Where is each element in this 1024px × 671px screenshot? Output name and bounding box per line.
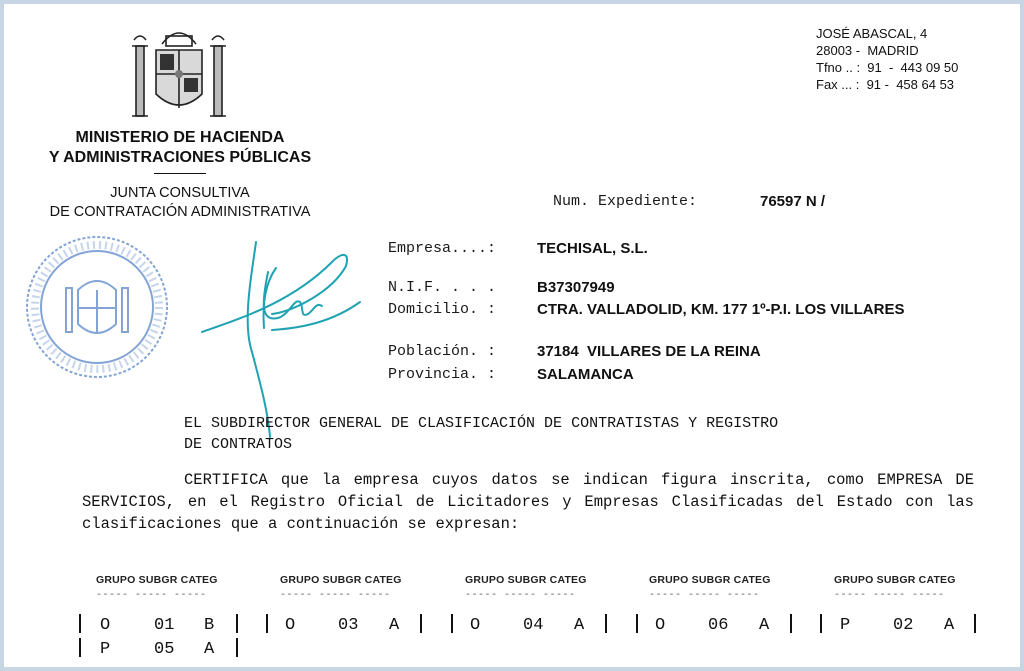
- cell-separator: [820, 614, 822, 633]
- class-2-categ: A: [389, 616, 400, 635]
- cell-separator: [266, 614, 268, 633]
- class-5-grupo: P: [840, 616, 851, 635]
- class-6-subgr: 05: [154, 640, 175, 659]
- group-header-1: GRUPO SUBGR CATEG: [96, 574, 218, 586]
- group-dashes-1: ----- ----- -----: [96, 590, 207, 601]
- poblacion-label: Población. :: [388, 343, 497, 360]
- expediente-value: 76597 N /: [760, 193, 826, 210]
- address-street: JOSÉ ABASCAL, 4: [816, 26, 928, 41]
- group-dashes-4: ----- ----- -----: [649, 590, 760, 601]
- cell-separator: [790, 614, 792, 633]
- address-phone: Tfno .. : 91 - 443 09 50: [816, 60, 959, 75]
- ministry-line2: Y ADMINISTRACIONES PÚBLICAS: [48, 149, 312, 166]
- title-line2: DE CONTRATOS: [184, 436, 293, 453]
- cell-separator: [236, 614, 238, 633]
- cell-separator: [636, 614, 638, 633]
- official-stamp: [22, 232, 172, 382]
- junta-name: [18, 184, 342, 222]
- class-2-grupo: O: [285, 616, 296, 635]
- group-header-3: GRUPO SUBGR CATEG: [465, 574, 587, 586]
- class-6-grupo: P: [100, 640, 111, 659]
- class-3-categ: A: [574, 616, 585, 635]
- cell-separator: [236, 638, 238, 657]
- cell-separator: [79, 638, 81, 657]
- junta-line1: JUNTA CONSULTIVA: [110, 185, 250, 201]
- class-1-grupo: O: [100, 616, 111, 635]
- empresa-label: Empresa....:: [388, 240, 497, 257]
- expediente-label: Num. Expediente:: [553, 193, 698, 210]
- divider-rule: [154, 173, 206, 174]
- class-4-subgr: 06: [708, 616, 729, 635]
- cell-separator: [79, 614, 81, 633]
- address-city: 28003 - MADRID: [816, 43, 919, 58]
- ministry-name: [18, 128, 342, 168]
- class-1-categ: B: [204, 616, 215, 635]
- group-header-2: GRUPO SUBGR CATEG: [280, 574, 402, 586]
- provincia-value: SALAMANCA: [537, 366, 634, 383]
- nif-value: B37307949: [537, 279, 615, 296]
- class-4-grupo: O: [655, 616, 666, 635]
- title-line1: EL SUBDIRECTOR GENERAL DE CLASIFICACIÓN DE CONTRATISTAS Y REGISTRO: [184, 415, 779, 432]
- signature-mark: [182, 232, 372, 442]
- cell-separator: [974, 614, 976, 633]
- domicilio-label: Domicilio. :: [388, 301, 497, 318]
- address-fax: Fax ... : 91 - 458 64 53: [816, 77, 955, 92]
- address-block: [816, 25, 958, 93]
- domicilio-value: CTRA. VALLADOLID, KM. 177 1º-P.I. LOS VILLARES: [537, 301, 905, 318]
- class-6-categ: A: [204, 640, 215, 659]
- class-2-subgr: 03: [338, 616, 359, 635]
- certificate-page: [4, 4, 1020, 667]
- ministry-line1: MINISTERIO DE HACIENDA: [75, 129, 285, 146]
- class-1-subgr: 01: [154, 616, 175, 635]
- class-4-categ: A: [759, 616, 770, 635]
- certification-text: CERTIFICA que la empresa cuyos datos se indican figura inscrita, como EMPRESA DE SERVICIOS, en el Registro Oficial de Licitadores y Empresas Clasificadas del Estado con las clasificaciones que a continuación se expresan:: [82, 471, 974, 533]
- provincia-label: Provincia. :: [388, 366, 497, 383]
- group-dashes-2: ----- ----- -----: [280, 590, 391, 601]
- class-5-subgr: 02: [893, 616, 914, 635]
- cell-separator: [451, 614, 453, 633]
- group-dashes-5: ----- ----- -----: [834, 590, 945, 601]
- class-3-subgr: 04: [523, 616, 544, 635]
- group-dashes-3: ----- ----- -----: [465, 590, 576, 601]
- group-header-5: GRUPO SUBGR CATEG: [834, 574, 956, 586]
- poblacion-value: 37184 VILLARES DE LA REINA: [537, 343, 761, 360]
- class-3-grupo: O: [470, 616, 481, 635]
- empresa-value: TECHISAL, S.L.: [537, 240, 648, 257]
- junta-line2: DE CONTRATACIÓN ADMINISTRATIVA: [49, 204, 311, 220]
- class-5-categ: A: [944, 616, 955, 635]
- cell-separator: [605, 614, 607, 633]
- coat-of-arms-emblem: [122, 16, 236, 130]
- cell-separator: [420, 614, 422, 633]
- certification-paragraph: [82, 469, 974, 535]
- group-header-4: GRUPO SUBGR CATEG: [649, 574, 771, 586]
- certifying-authority-title: [184, 413, 778, 455]
- nif-label: N.I.F. . . .: [388, 279, 497, 296]
